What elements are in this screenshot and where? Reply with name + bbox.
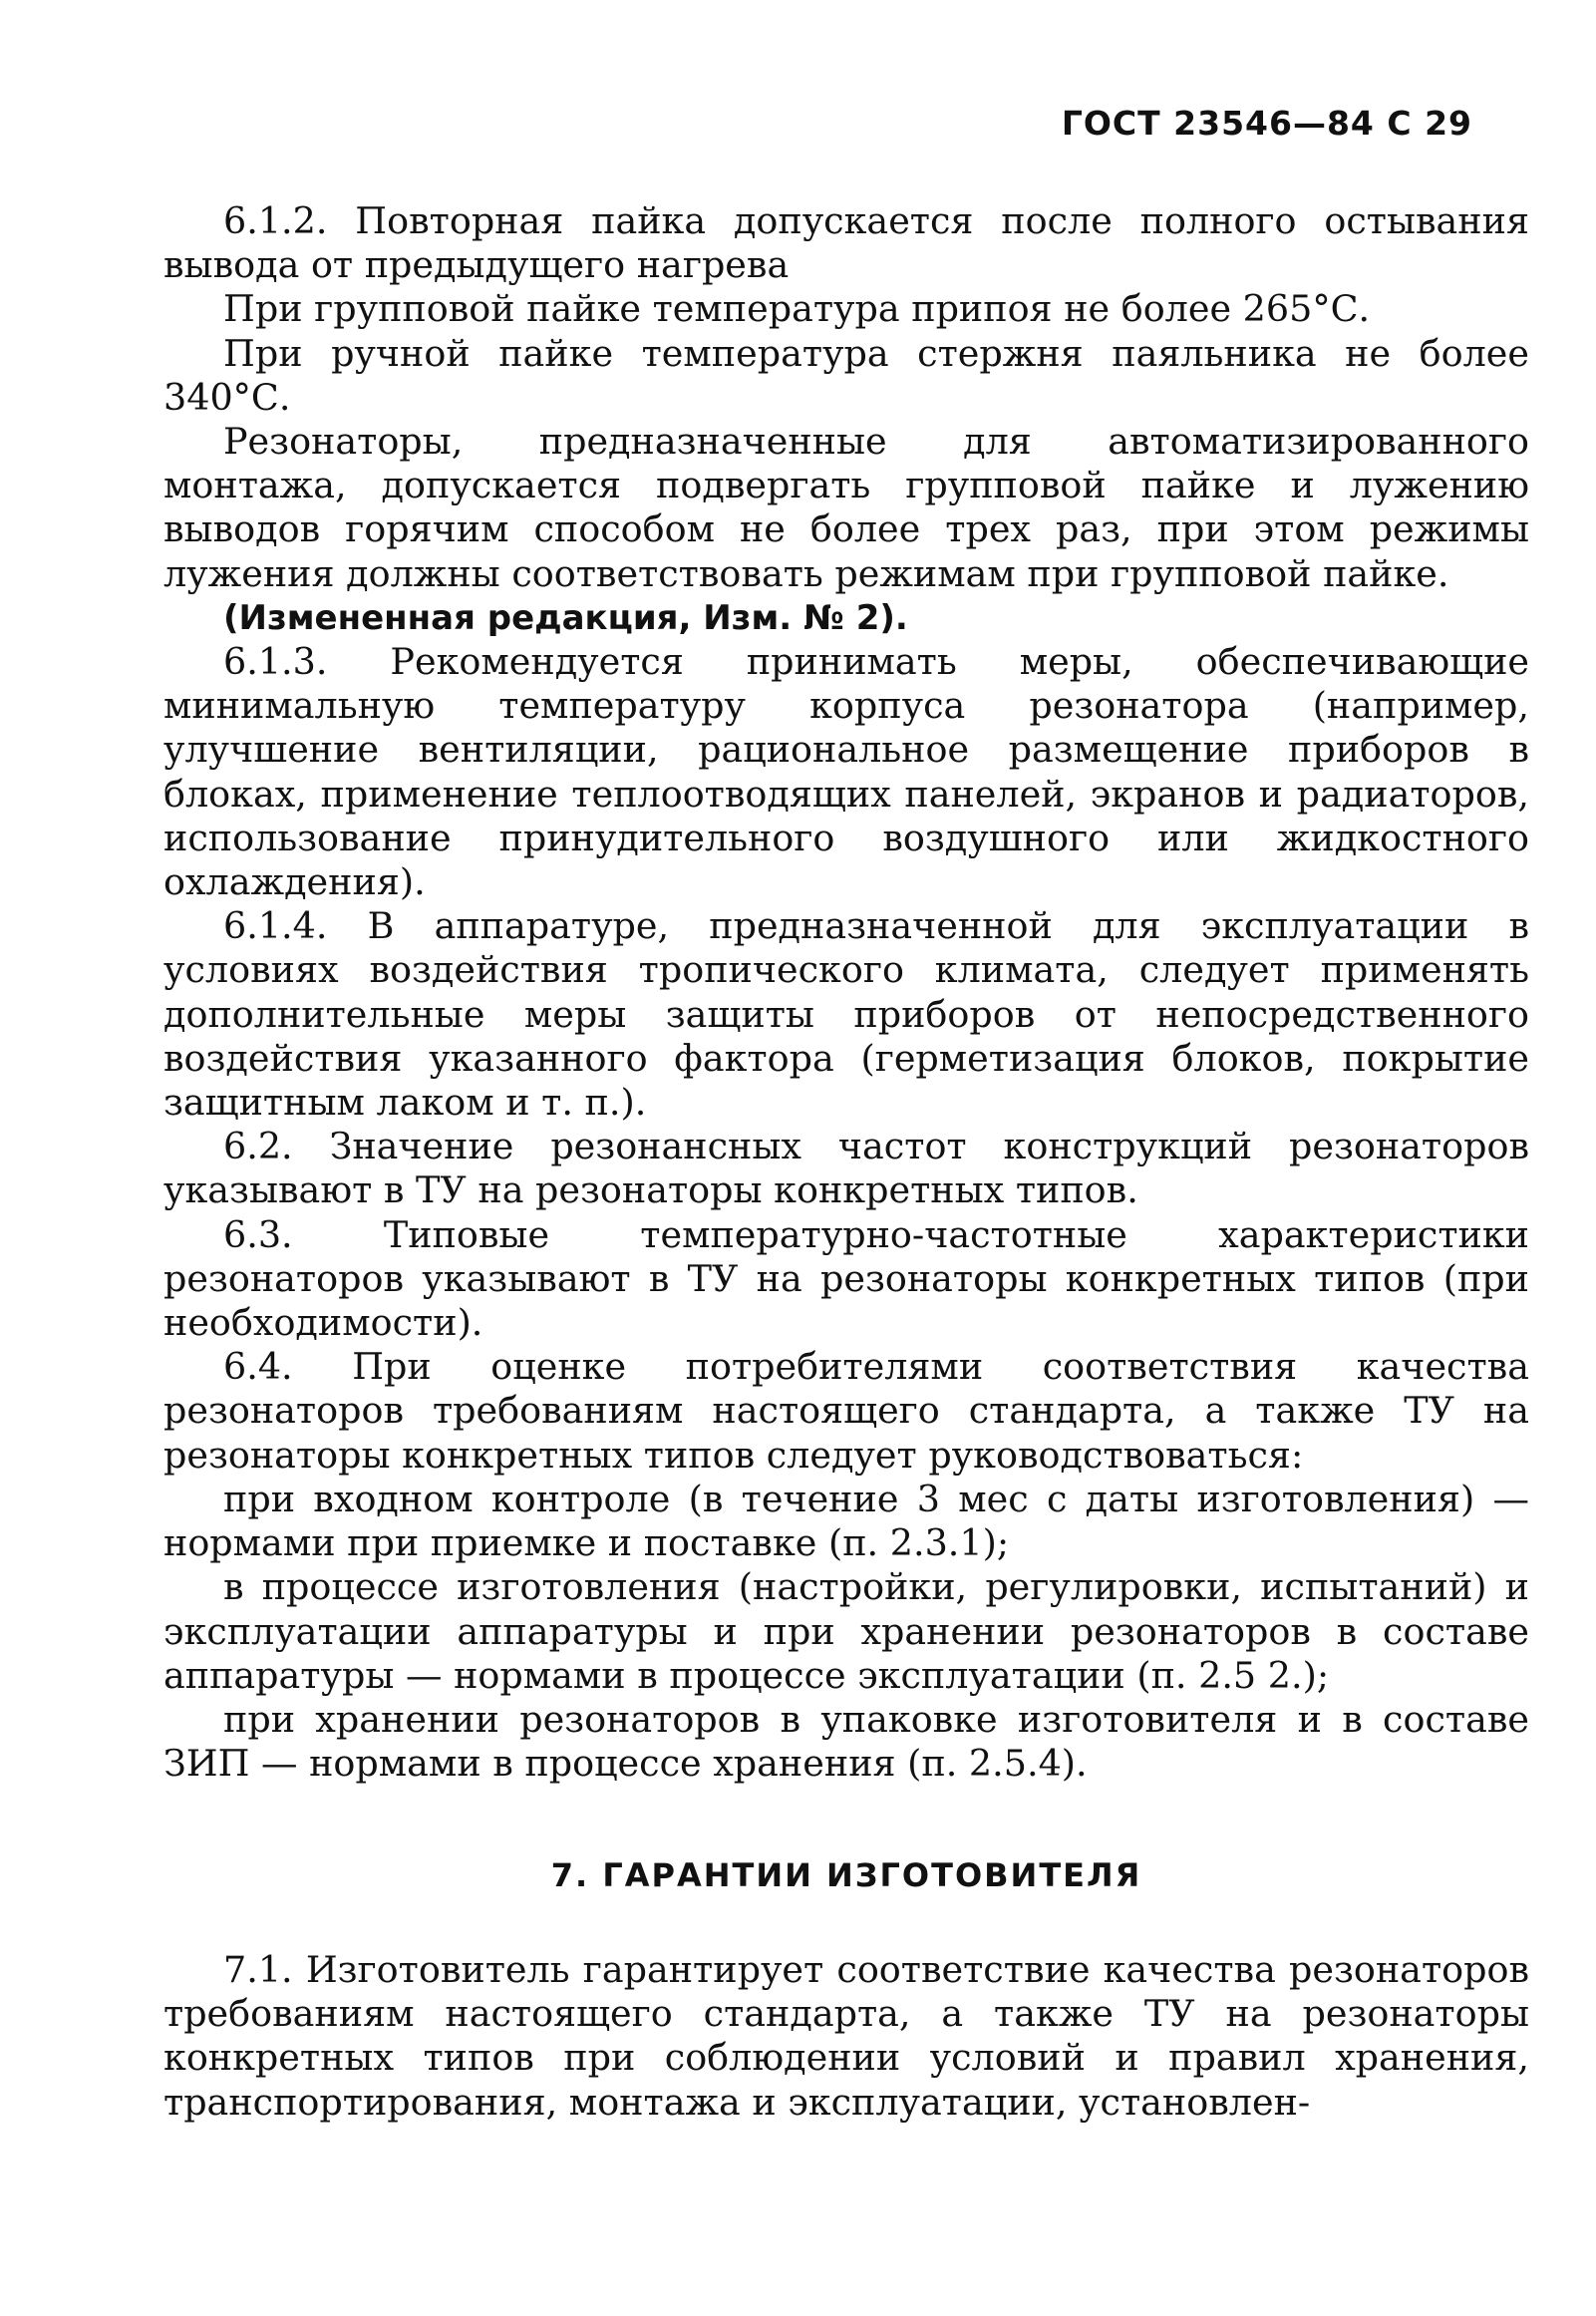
section-7-title: 7. ГАРАНТИИ ИЗГОТОВИТЕЛЯ: [550, 1856, 1142, 1894]
paragraph-group-soldering: При групповой пайке температура припоя не более 265°С.: [223, 287, 1371, 331]
paragraph-amendment-note: (Измененная редакция, Изм. № 2).: [223, 597, 908, 638]
paragraph-7-1: 7.1. Изготовитель гарантирует соответствие качества резонаторов требованиям настоящего стандарта, а также ТУ на резонаторы конкретных типов при соблюдении условий и правил хранения, транспортирования, монтажа и эксплуатации, установлен-: [163, 1948, 1529, 2124]
paragraph-6-1-2: 6.1.2. Повторная пайка допускается после полного остывания вывода от предыдущего нагрева: [163, 199, 1529, 287]
section-7-text-block: [163, 1948, 1529, 2125]
paragraph-input-control: при входном контроле (в течение 3 мес с даты изготовления) — нормами при приемке и поставке (п. 2.3.1);: [163, 1477, 1529, 1565]
page-header: ГОСТ 23546—84 С 29: [1061, 104, 1472, 143]
paragraph-manufacturing-process: в процессе изготовления (настройки, регулировки, испытаний) и эксплуатации аппаратуры и при хранении резонаторов в составе аппаратуры — нормами в процессе эксплуатации (п. 2.5 2.);: [163, 1565, 1529, 1697]
main-text-block: [163, 199, 1529, 1786]
paragraph-6-1-3: 6.1.3. Рекомендуется принимать меры, обеспечивающие минимальную температуру корпуса резонатора (например, улучшение вентиляции, рациональное размещение приборов в блоках, применение теплоотводящих панелей, экранов и радиаторов, использование принудительного воздушного или жидкостного охлаждения).: [163, 640, 1529, 904]
paragraph-storage: при хранении резонаторов в упаковке изготовителя и в составе ЗИП — нормами в процессе хранения (п. 2.5.4).: [163, 1697, 1529, 1786]
paragraph-automated-mounting: Резонаторы, предназначенные для автоматизированного монтажа, допускается подвергать групповой пайке и лужению выводов горячим способом не более трех раз, при этом режимы лужения должны соответствовать режимам при групповой пайке.: [163, 420, 1529, 595]
paragraph-manual-soldering: При ручной пайке температура стержня паяльника не более 340°С.: [163, 331, 1529, 419]
paragraph-6-4: 6.4. При оценке потребителями соответствия качества резонаторов требованиям настоящего стандарта, а также ТУ на резонаторы конкретных типов следует руководствоваться:: [163, 1345, 1529, 1477]
paragraph-6-1-4: 6.1.4. В аппаратуре, предназначенной для эксплуатации в условиях воздействия тропического климата, следует применять дополнительные меры защиты приборов от непосредственного воздействия указанного фактора (герметизация блоков, покрытие защитным лаком и т. п.).: [163, 904, 1529, 1125]
paragraph-6-2: 6.2. Значение резонансных частот конструкций резонаторов указывают в ТУ на резонаторы конкретных типов.: [163, 1125, 1529, 1212]
paragraph-6-3: 6.3. Типовые температурно-частотные характеристики резонаторов указывают в ТУ на резонаторы конкретных типов (при необходимости).: [163, 1212, 1529, 1345]
